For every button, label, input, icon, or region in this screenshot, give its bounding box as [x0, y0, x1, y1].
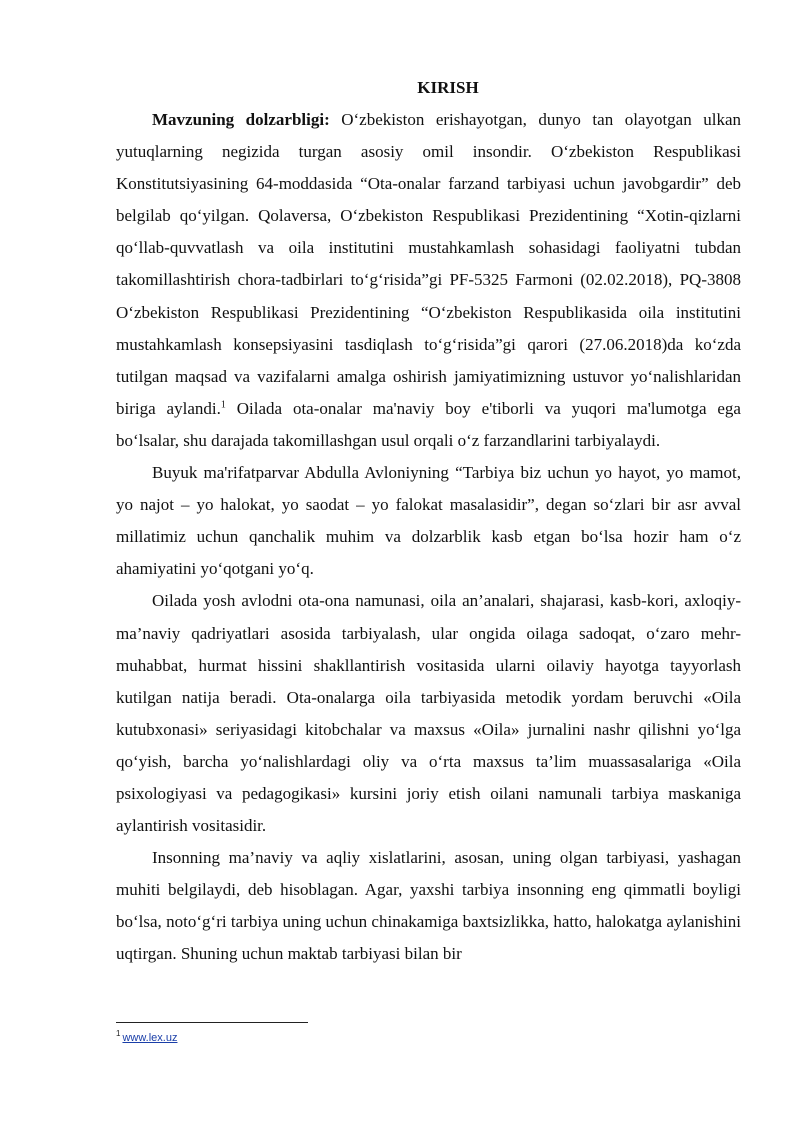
paragraph-avloniy-quote: Buyuk ma'rifatparvar Abdulla Avloniyning “Tarbiya biz uchun yo hayot, yo mamot, yo najot – yo halokat, yo saodat – yo falokat masalasidir”, degan so‘zlari bir asr avval millatimiz uchun qanchalik muhim va dolzarblik kasb etgan bo‘lsa hozir ham o‘z ahamiyatini yo‘qotgani yo‘q. [116, 463, 741, 579]
footnote-divider [116, 1022, 308, 1023]
footnote-reference: 1 [220, 399, 226, 411]
document-body [116, 104, 741, 971]
footnote-mark: 1 [116, 1029, 121, 1039]
paragraph-relevance [116, 104, 741, 457]
page-title: KIRISH [417, 78, 479, 97]
paragraph-family-upbringing: Oilada yosh avlodni ota-ona namunasi, oila an’analari, shajarasi, kasb-kori, axloqiy-ma’naviy qadriyatlari asosida tarbiyalash, ular ongida oilaga sadoqat, o‘zaro mehr-muhabbat, hurmat hissini shakllantirish vositasida ularni oilaviy hayotga tayyorlash kutilgan natija beradi. Ota-onalarga oila tarbiyasida metodik yordam beruvchi «Oila kutubxonasi» seriyasidagi kitobchalar va maxsus «Oila» jurnalini nashr qilishni yo‘lga qo‘yish, barcha yo‘nalishlardagi oliy va o‘rta maxsus ta’lim muassasalariga «Oila psixologiyasi va pedagogikasi» kursini joriy etish oilani namunali tarbiya maskaniga aylantirish vositasidir. [116, 591, 741, 836]
paragraph-text-continued: Oilada ota-onalar ma'naviy boy e'tiborli va yuqori ma'lumotga ega bo‘lsalar, shu darajada takomillashgan usul orqali o‘z farzandlarini tarbiyalaydi. [116, 398, 741, 450]
footnote-link[interactable]: www.lex.uz [122, 1032, 178, 1044]
footnote [116, 1031, 177, 1045]
paragraph-spiritual-qualities: Insonning ma’naviy va aqliy xislatlarini, asosan, uning olgan tarbiyasi, yashagan muhiti belgilaydi, deb hisoblagan. Agar, yaxshi tarbiya insonning eng qimmatli boyligi bo‘lsa, noto‘g‘ri tarbiya uning uchun chinakamiga baxtsizlikka, hatto, halokatga aylanishini uqtirgan. Shuning uchun maktab tarbiyasi bilan bir [116, 848, 741, 964]
paragraph-lead-heading: Mavzuning dolzarbligi: [152, 110, 330, 129]
paragraph-text: O‘zbekiston erishayotgan, dunyo tan olayotgan ulkan yutuqlarning negizida turgan asosiy omil insondir. O‘zbekiston Respublikasi Konstitutsiyasining 64-moddasida “Ota-onalar farzand tarbiyasi uchun javobgardir” deb belgilab qo‘yilgan. Qolaversa, O‘zbekiston Respublikasi Prezidentining “Xotin-qizlarni qo‘llab-quvvatlash va oila institutini mustahkamlash sohasidagi faoliyatni tubdan takomillashtirish chora-tadbirlari to‘g‘risida”gi PF-5325 Farmoni (02.02.2018), PQ-3808 O‘zbekiston Respublikasi Prezidentining “O‘zbekiston Respublikasida oila institutini mustahkamlash konsepsiyasini tasdiqlash to‘g‘risida”gi qarori (27.06.2018)da ko‘zda tutilgan maqsad va vazifalarni amalga oshirish jamiyatimizning ustuvor yo‘nalishlaridan biriga aylandi. [116, 110, 741, 418]
